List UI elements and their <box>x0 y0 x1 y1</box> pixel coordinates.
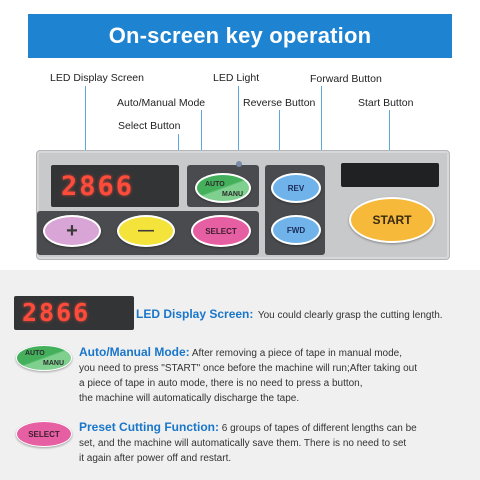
led-display-value: 2866 <box>61 171 135 202</box>
legend-preset-line2: set, and the machine will automatically save them. There is no need to set <box>79 438 407 449</box>
callout-start-button: Start Button <box>358 97 414 109</box>
callout-auto-manual-mode: Auto/Manual Mode <box>117 97 206 109</box>
legend-auto-manual-line3: a piece of tape in auto mode, there is no need to press a button, <box>79 378 363 389</box>
select-button[interactable]: SELECT <box>191 215 251 247</box>
legend-auto-manual-line1: After removing a piece of tape in manual mode, <box>191 348 403 359</box>
callout-select-button: Select Button <box>118 120 181 132</box>
legend-auto-manual-line4: the machine will automatically discharge the tape. <box>79 393 300 404</box>
legend-auto-manual-title: Auto/Manual Mode: <box>79 345 190 359</box>
legend-manu-label: MANU <box>43 360 64 367</box>
led-light-indicator <box>236 161 242 167</box>
legend-preset-line1: 6 groups of tapes of different lengths can be <box>221 423 417 434</box>
legend-led-screen <box>14 296 134 330</box>
legend-auto-manual-line2: you need to press "START" once before the machine will run;After taking out <box>79 363 418 374</box>
forward-button[interactable]: FWD <box>271 215 321 245</box>
legend-preset-line3: it again after power off and restart. <box>79 453 232 464</box>
legend-auto-label: AUTO <box>25 350 45 357</box>
auto-manual-button[interactable] <box>195 173 251 203</box>
legend-led-value: 2866 <box>22 298 91 327</box>
legend-led <box>136 305 443 323</box>
callout-led-display-screen: LED Display Screen <box>50 72 144 84</box>
leader-led-light <box>238 86 239 160</box>
control-panel <box>36 150 450 260</box>
plus-button[interactable]: + <box>43 215 101 247</box>
auto-label: AUTO <box>205 181 225 188</box>
start-button[interactable]: START <box>349 197 435 243</box>
legend-preset-title: Preset Cutting Function: <box>79 420 219 434</box>
page-banner-title: On-screen key operation <box>28 14 452 58</box>
legend-led-text: You could clearly grasp the cutting length. <box>257 310 443 321</box>
callout-reverse-button: Reverse Button <box>243 97 316 109</box>
legend-preset <box>79 420 475 466</box>
manu-label: MANU <box>222 191 243 198</box>
callout-led-light: LED Light <box>213 72 260 84</box>
minus-button[interactable]: — <box>117 215 175 247</box>
reverse-button[interactable]: REV <box>271 173 321 203</box>
legend-led-title: LED Display Screen: <box>136 307 254 321</box>
legend-auto-manual-icon <box>16 345 72 371</box>
status-window <box>341 163 439 187</box>
callout-forward-button: Forward Button <box>310 73 382 85</box>
legend-select-icon: SELECT <box>16 421 72 447</box>
led-display-screen <box>51 165 179 207</box>
legend-auto-manual <box>79 345 475 406</box>
